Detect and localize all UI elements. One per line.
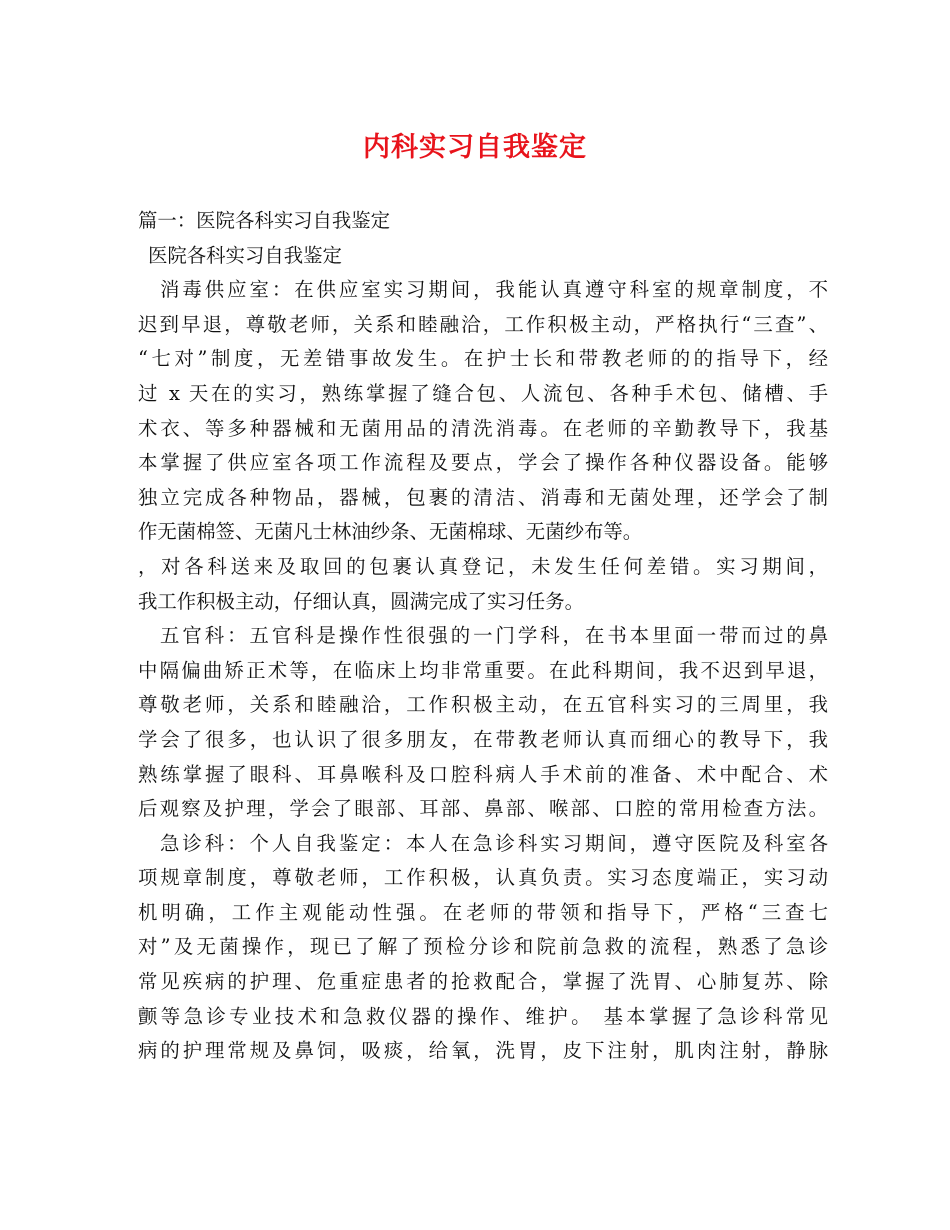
body-line: 尊敬老师，关系和睦融洽，工作积极主动，在五官科实习的三周里，我 (138, 693, 828, 717)
body-line: 篇一：医院各科实习自我鉴定 (138, 209, 391, 232)
body-line: 过 x 天在的实习，熟练掌握了缝合包、人流包、各种手术包、储槽、手 (138, 381, 828, 405)
body-line: 我工作积极主动，仔细认真，圆满完成了实习任务。 (138, 589, 584, 613)
body-line: 作无菌棉签、无菌凡士林油纱条、无菌棉球、无菌纱布等。 (138, 520, 643, 544)
body-line: 常见疾病的护理、危重症患者的抢救配合，掌握了洗胃、心肺复苏、除 (138, 970, 828, 994)
body-line: 对”及无菌操作，现已了解了预检分诊和院前急救的流程，熟悉了急诊 (138, 935, 828, 959)
body-line: 医院各科实习自我鉴定 (148, 243, 342, 267)
document-body (138, 204, 828, 1069)
body-line: 机明确，工作主观能动性强。在老师的带领和指导下，严格“三查七 (138, 900, 828, 924)
body-line: 独立完成各种物品，器械，包裹的清洁、消毒和无菌处理，还学会了制 (138, 485, 828, 509)
body-line: 消毒供应室：在供应室实习期间，我能认真遵守科室的规章制度，不 (160, 278, 828, 302)
body-line: 术衣、等多种器械和无菌用品的清洗消毒。在老师的辛勤教导下，我基 (138, 416, 828, 440)
body-line: 颤等急诊专业技术和急救仪器的操作、维护。 基本掌握了急诊科常见 (138, 1004, 828, 1028)
body-line: 急诊科：个人自我鉴定：本人在急诊科实习期间，遵守医院及科室各 (160, 831, 828, 855)
body-line: 本掌握了供应室各项工作流程及要点，学会了操作各种仪器设备。能够 (138, 451, 828, 475)
body-line: 迟到早退，尊敬老师，关系和睦融洽，工作积极主动，严格执行“三查”、 (138, 312, 828, 336)
body-line: 后观察及护理，学会了眼部、耳部、鼻部、喉部、口腔的常用检查方法。 (138, 797, 828, 821)
body-line: 学会了很多，也认识了很多朋友，在带教老师认真而细心的教导下，我 (138, 727, 828, 751)
body-line: 病的护理常规及鼻饲，吸痰，给氧，洗胃，皮下注射，肌肉注射，静脉 (138, 1039, 828, 1063)
body-line: “七对”制度，无差错事故发生。在护士长和带教老师的的指导下，经 (138, 347, 828, 371)
document-title: 内科实习自我鉴定 (363, 132, 587, 163)
body-line: 五官科：五官科是操作性很强的一门学科，在书本里面一带而过的鼻 (160, 624, 828, 648)
body-line: 项规章制度，尊敬老师，工作积极，认真负责。实习态度端正，实习动 (138, 866, 828, 890)
body-line: 熟练掌握了眼科、耳鼻喉科及口腔科病人手术前的准备、术中配合、术 (138, 762, 828, 786)
body-line: 中隔偏曲矫正术等，在临床上均非常重要。在此科期间，我不迟到早退， (138, 658, 828, 682)
body-line: ，对各科送来及取回的包裹认真登记，未发生任何差错。实习期间， (138, 554, 828, 578)
